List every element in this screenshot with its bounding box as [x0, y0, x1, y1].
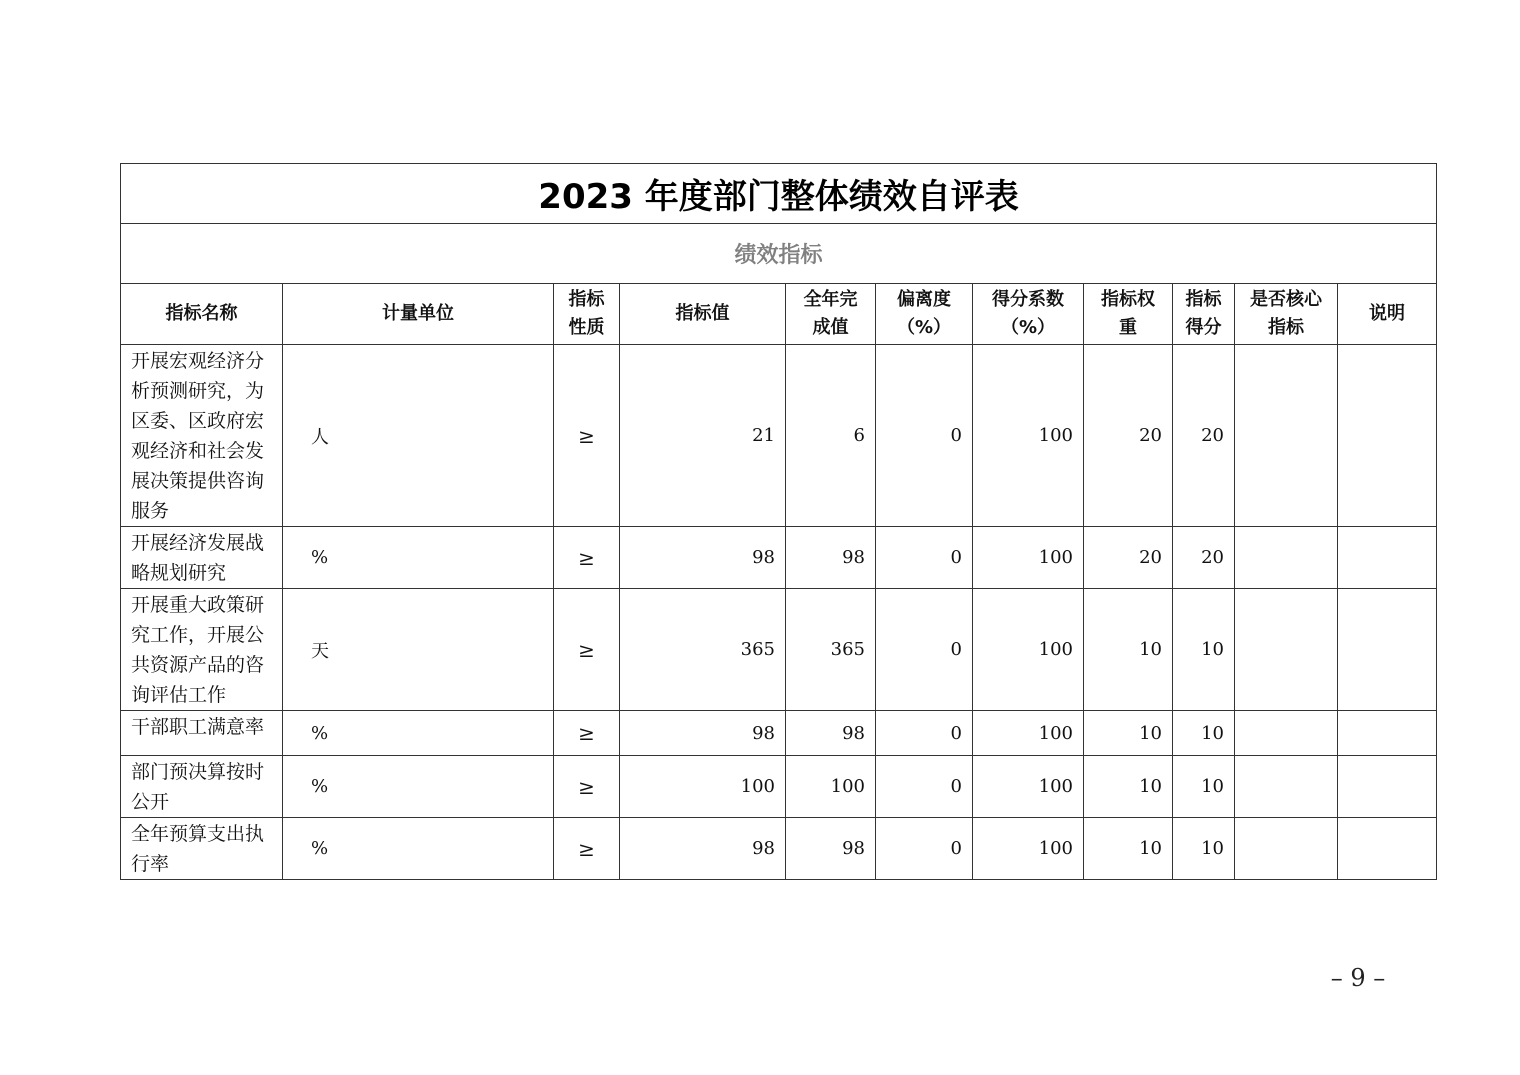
header-weight: [1084, 284, 1173, 345]
header-core: [1235, 284, 1338, 345]
cell-name: 开展宏观经济分析预测研究，为区委、区政府宏观经济和社会发展决策提供咨询服务: [121, 345, 283, 527]
header-value-text: 指标值: [675, 303, 730, 324]
header-note: [1338, 284, 1437, 345]
cell-coefficient: 100: [973, 345, 1084, 527]
title-row: [121, 164, 1437, 224]
cell-deviation: 0: [876, 818, 973, 880]
header-value: [620, 284, 786, 345]
table-row: [121, 818, 1437, 880]
header-coefficient: [973, 284, 1084, 345]
header-nature-text: 指标 性质: [568, 289, 605, 338]
cell-coefficient: 100: [973, 527, 1084, 589]
cell-name: 开展经济发展战略规划研究: [121, 527, 283, 589]
cell-actual: 365: [786, 589, 876, 711]
cell-note: [1338, 345, 1437, 527]
header-note-text: 说明: [1369, 303, 1406, 324]
cell-name: 开展重大政策研究工作，开展公共资源产品的咨询评估工作: [121, 589, 283, 711]
page-title: 2023 年度部门整体绩效自评表: [121, 164, 1437, 224]
cell-actual: 6: [786, 345, 876, 527]
cell-value: 21: [620, 345, 786, 527]
cell-coefficient: 100: [973, 756, 1084, 818]
cell-nature: ≥: [554, 756, 620, 818]
table-row: [121, 589, 1437, 711]
performance-table: [120, 163, 1437, 880]
cell-nature: ≥: [554, 589, 620, 711]
cell-note: [1338, 711, 1437, 756]
cell-name: 全年预算支出执行率: [121, 818, 283, 880]
cell-core: [1235, 589, 1338, 711]
cell-unit: 天: [283, 589, 554, 711]
cell-weight: 10: [1084, 589, 1173, 711]
cell-value: 98: [620, 711, 786, 756]
cell-core: [1235, 756, 1338, 818]
header-core-text: 是否核心 指标: [1250, 289, 1322, 338]
header-score: [1173, 284, 1235, 345]
cell-unit: %: [283, 756, 554, 818]
cell-nature: ≥: [554, 345, 620, 527]
table-row: [121, 756, 1437, 818]
cell-coefficient: 100: [973, 711, 1084, 756]
cell-score: 10: [1173, 711, 1235, 756]
cell-score: 20: [1173, 527, 1235, 589]
cell-note: [1338, 756, 1437, 818]
cell-unit: %: [283, 818, 554, 880]
header-score-text: 指标 得分: [1185, 289, 1222, 338]
cell-deviation: 0: [876, 711, 973, 756]
cell-coefficient: 100: [973, 589, 1084, 711]
cell-actual: 98: [786, 711, 876, 756]
header-name-text: 指标名称: [165, 303, 238, 324]
header-coefficient-text: 得分系数 （%）: [992, 289, 1064, 338]
cell-core: [1235, 345, 1338, 527]
header-actual: [786, 284, 876, 345]
table-row: [121, 345, 1437, 527]
cell-actual: 98: [786, 527, 876, 589]
header-nature: [554, 284, 620, 345]
cell-note: [1338, 527, 1437, 589]
section-row: [121, 224, 1437, 284]
cell-deviation: 0: [876, 589, 973, 711]
table-row: [121, 711, 1437, 756]
cell-nature: ≥: [554, 711, 620, 756]
header-deviation-text: 偏离度 （%）: [896, 289, 952, 338]
cell-value: 98: [620, 818, 786, 880]
cell-deviation: 0: [876, 345, 973, 527]
cell-nature: ≥: [554, 527, 620, 589]
cell-weight: 10: [1084, 756, 1173, 818]
cell-value: 98: [620, 527, 786, 589]
header-unit: [283, 284, 554, 345]
header-deviation: [876, 284, 973, 345]
cell-value: 365: [620, 589, 786, 711]
cell-weight: 20: [1084, 527, 1173, 589]
cell-name: 干部职工满意率: [121, 711, 283, 756]
cell-note: [1338, 818, 1437, 880]
cell-score: 20: [1173, 345, 1235, 527]
cell-score: 10: [1173, 589, 1235, 711]
cell-unit: 人: [283, 345, 554, 527]
cell-score: 10: [1173, 756, 1235, 818]
cell-weight: 10: [1084, 711, 1173, 756]
cell-core: [1235, 818, 1338, 880]
header-actual-text: 全年完 成值: [803, 289, 858, 338]
cell-actual: 98: [786, 818, 876, 880]
cell-deviation: 0: [876, 756, 973, 818]
cell-score: 10: [1173, 818, 1235, 880]
cell-unit: %: [283, 711, 554, 756]
section-title: 绩效指标: [121, 224, 1437, 284]
cell-core: [1235, 711, 1338, 756]
cell-weight: 20: [1084, 345, 1173, 527]
cell-nature: ≥: [554, 818, 620, 880]
table-row: [121, 527, 1437, 589]
header-name: [121, 284, 283, 345]
cell-unit: %: [283, 527, 554, 589]
page-number: – 9 –: [1330, 964, 1386, 992]
cell-actual: 100: [786, 756, 876, 818]
header-row: [121, 284, 1437, 345]
cell-weight: 10: [1084, 818, 1173, 880]
cell-value: 100: [620, 756, 786, 818]
header-unit-text: 计量单位: [382, 303, 454, 324]
cell-core: [1235, 527, 1338, 589]
cell-deviation: 0: [876, 527, 973, 589]
cell-name: 部门预决算按时公开: [121, 756, 283, 818]
cell-coefficient: 100: [973, 818, 1084, 880]
header-weight-text: 指标权 重: [1101, 289, 1155, 338]
cell-note: [1338, 589, 1437, 711]
